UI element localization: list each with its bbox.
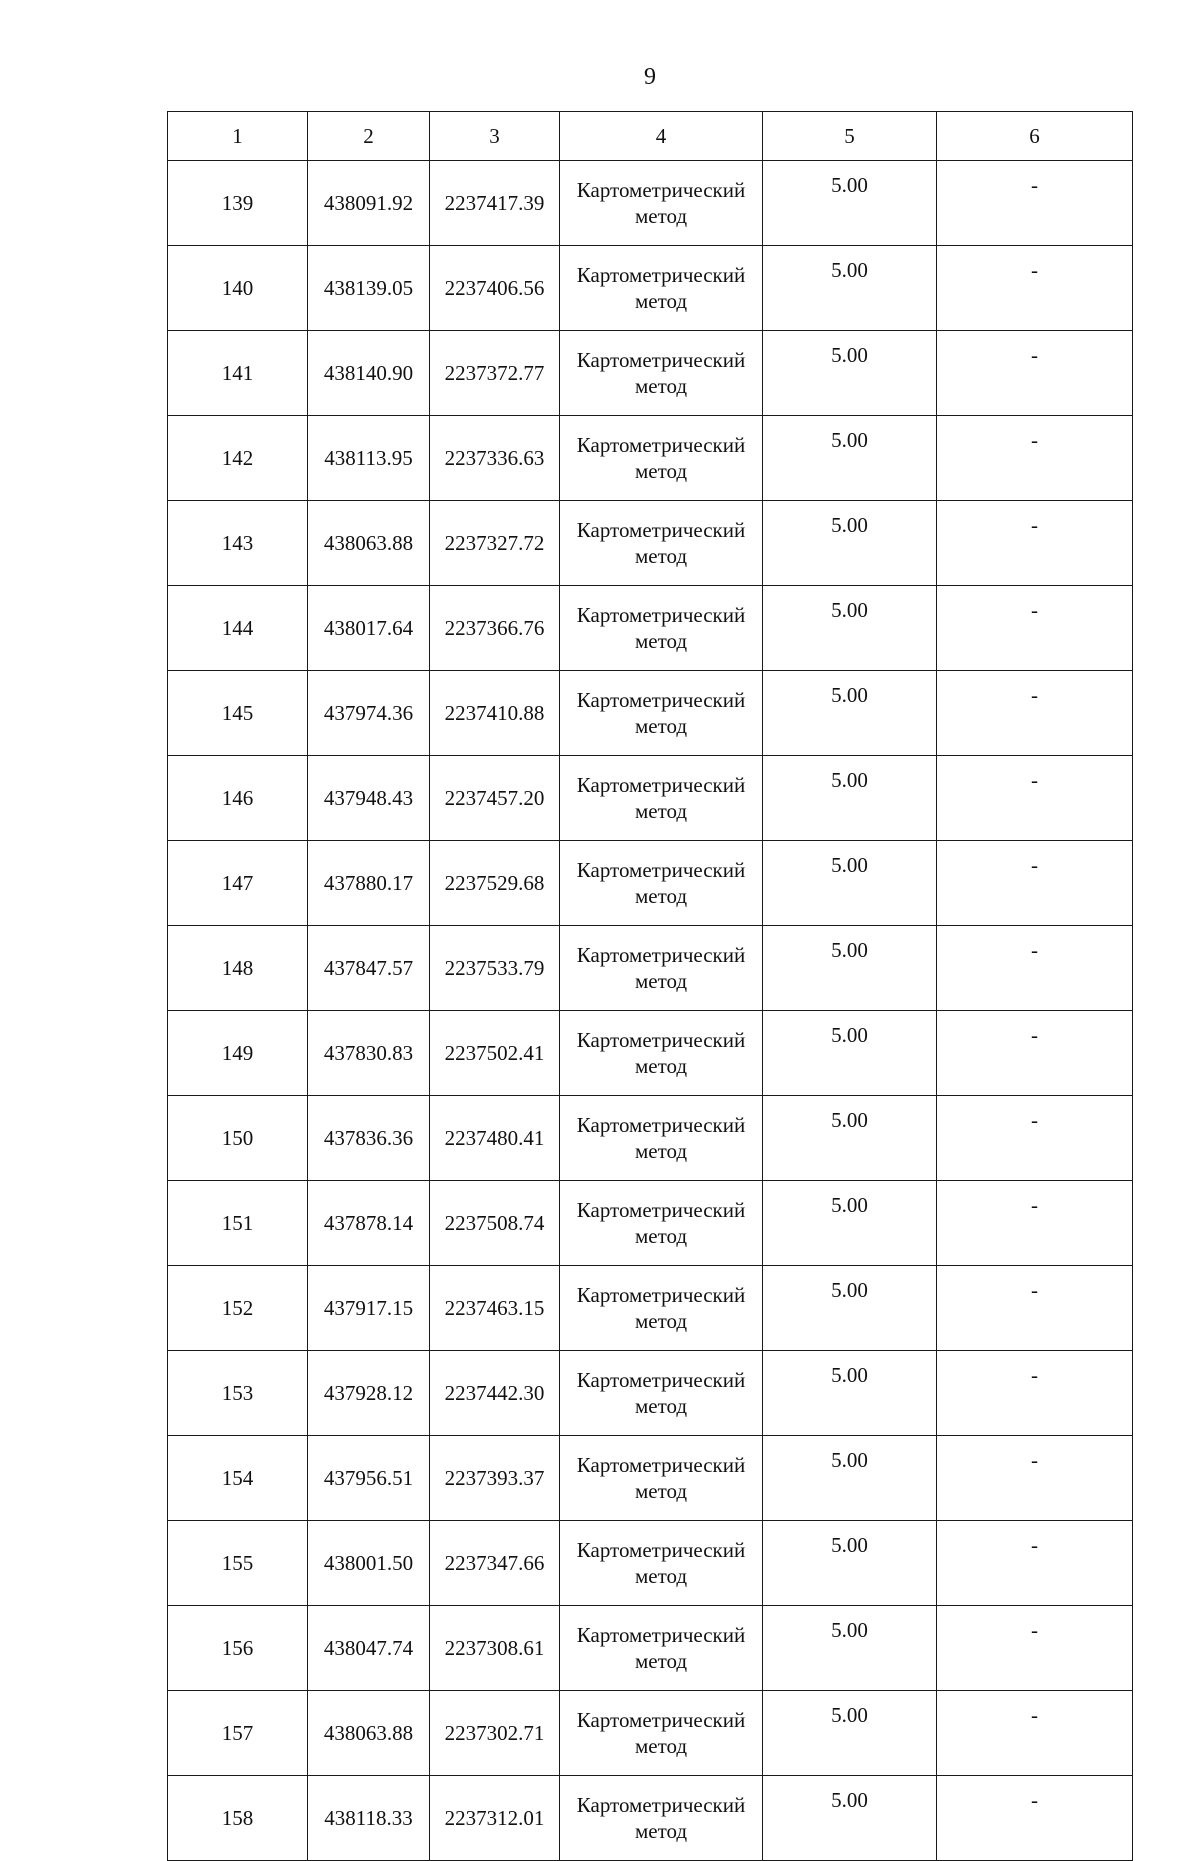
y-coordinate-cell: 2237442.30 [430, 1351, 560, 1436]
precision-cell: 5.00 [763, 671, 937, 756]
table-row [168, 331, 1133, 416]
method-text-line2: метод [634, 629, 688, 653]
column-header: 6 [937, 112, 1133, 161]
coordinates-table-body [168, 112, 1133, 1861]
method-text-line1: Картометрический [576, 348, 746, 372]
header-row [168, 112, 1133, 161]
method-text-line1: Картометрический [576, 518, 746, 542]
note-cell: - [937, 671, 1133, 756]
method-text-line2: метод [634, 1054, 688, 1078]
point-number-cell: 155 [168, 1521, 308, 1606]
note-cell: - [937, 1351, 1133, 1436]
point-number-cell: 149 [168, 1011, 308, 1096]
table-row [168, 756, 1133, 841]
x-coordinate-cell: 437917.15 [308, 1266, 430, 1351]
point-number-cell: 154 [168, 1436, 308, 1521]
y-coordinate-cell: 2237417.39 [430, 161, 560, 246]
precision-cell: 5.00 [763, 1011, 937, 1096]
precision-cell: 5.00 [763, 501, 937, 586]
note-cell: - [937, 1521, 1133, 1606]
y-coordinate-cell: 2237457.20 [430, 756, 560, 841]
method-text-line2: метод [634, 204, 688, 228]
method-text-line2: метод [634, 1734, 688, 1758]
method-text-line2: метод [634, 289, 688, 313]
method-text-line2: метод [634, 459, 688, 483]
x-coordinate-cell: 437974.36 [308, 671, 430, 756]
table-row [168, 1351, 1133, 1436]
point-number-cell: 153 [168, 1351, 308, 1436]
precision-cell: 5.00 [763, 1096, 937, 1181]
precision-cell: 5.00 [763, 586, 937, 671]
point-number-cell: 158 [168, 1776, 308, 1861]
point-number-cell: 141 [168, 331, 308, 416]
precision-cell: 5.00 [763, 416, 937, 501]
coordinates-table [167, 111, 1133, 1861]
table-row [168, 1266, 1133, 1351]
method-text-line2: метод [634, 544, 688, 568]
method-text-line2: метод [634, 1394, 688, 1418]
y-coordinate-cell: 2237502.41 [430, 1011, 560, 1096]
point-number-cell: 148 [168, 926, 308, 1011]
point-number-cell: 145 [168, 671, 308, 756]
method-text-line2: метод [634, 1224, 688, 1248]
method-text-line2: метод [634, 1649, 688, 1673]
point-number-cell: 143 [168, 501, 308, 586]
x-coordinate-cell: 437948.43 [308, 756, 430, 841]
method-text-line2: метод [634, 799, 688, 823]
column-header: 4 [560, 112, 763, 161]
method-text-line2: метод [634, 374, 688, 398]
y-coordinate-cell: 2237533.79 [430, 926, 560, 1011]
y-coordinate-cell: 2237327.72 [430, 501, 560, 586]
method-text-line1: Картометрический [576, 1028, 746, 1052]
method-cell [560, 1181, 763, 1266]
x-coordinate-cell: 438063.88 [308, 1691, 430, 1776]
column-header: 3 [430, 112, 560, 161]
point-number-cell: 150 [168, 1096, 308, 1181]
method-text-line1: Картометрический [576, 773, 746, 797]
y-coordinate-cell: 2237393.37 [430, 1436, 560, 1521]
method-text-line2: метод [634, 1139, 688, 1163]
note-cell: - [937, 1776, 1133, 1861]
method-text-line2: метод [634, 1819, 688, 1843]
y-coordinate-cell: 2237308.61 [430, 1606, 560, 1691]
y-coordinate-cell: 2237529.68 [430, 841, 560, 926]
table-row [168, 1436, 1133, 1521]
point-number-cell: 156 [168, 1606, 308, 1691]
table-row [168, 1011, 1133, 1096]
table-row [168, 1776, 1133, 1861]
note-cell: - [937, 1266, 1133, 1351]
x-coordinate-cell: 438139.05 [308, 246, 430, 331]
method-cell [560, 756, 763, 841]
method-text-line1: Картометрический [576, 688, 746, 712]
page-number: 9 [644, 64, 656, 90]
method-text-line1: Картометрический [576, 263, 746, 287]
method-cell [560, 161, 763, 246]
table-row [168, 1606, 1133, 1691]
note-cell: - [937, 926, 1133, 1011]
note-cell: - [937, 756, 1133, 841]
method-text-line1: Картометрический [576, 603, 746, 627]
method-cell [560, 1436, 763, 1521]
table-row [168, 501, 1133, 586]
table-row [168, 671, 1133, 756]
x-coordinate-cell: 438017.64 [308, 586, 430, 671]
y-coordinate-cell: 2237410.88 [430, 671, 560, 756]
point-number-cell: 142 [168, 416, 308, 501]
y-coordinate-cell: 2237372.77 [430, 331, 560, 416]
precision-cell: 5.00 [763, 1351, 937, 1436]
y-coordinate-cell: 2237302.71 [430, 1691, 560, 1776]
method-text-line1: Картометрический [576, 178, 746, 202]
y-coordinate-cell: 2237463.15 [430, 1266, 560, 1351]
note-cell: - [937, 331, 1133, 416]
method-text-line1: Картометрический [576, 1793, 746, 1817]
method-text-line1: Картометрический [576, 1283, 746, 1307]
note-cell: - [937, 841, 1133, 926]
method-text-line2: метод [634, 884, 688, 908]
table-row [168, 161, 1133, 246]
column-header: 1 [168, 112, 308, 161]
point-number-cell: 144 [168, 586, 308, 671]
x-coordinate-cell: 438001.50 [308, 1521, 430, 1606]
method-text-line1: Картометрический [576, 1538, 746, 1562]
table-row [168, 586, 1133, 671]
table-row [168, 1096, 1133, 1181]
point-number-cell: 146 [168, 756, 308, 841]
table-row [168, 841, 1133, 926]
method-text-line2: метод [634, 714, 688, 738]
x-coordinate-cell: 437880.17 [308, 841, 430, 926]
y-coordinate-cell: 2237366.76 [430, 586, 560, 671]
method-cell [560, 1776, 763, 1861]
x-coordinate-cell: 437836.36 [308, 1096, 430, 1181]
precision-cell: 5.00 [763, 1776, 937, 1861]
method-text-line2: метод [634, 1564, 688, 1588]
method-cell [560, 841, 763, 926]
method-cell [560, 1606, 763, 1691]
x-coordinate-cell: 437956.51 [308, 1436, 430, 1521]
note-cell: - [937, 246, 1133, 331]
method-cell [560, 671, 763, 756]
precision-cell: 5.00 [763, 1181, 937, 1266]
point-number-cell: 147 [168, 841, 308, 926]
y-coordinate-cell: 2237480.41 [430, 1096, 560, 1181]
method-text-line1: Картометрический [576, 1113, 746, 1137]
method-text-line1: Картометрический [576, 943, 746, 967]
method-cell [560, 1351, 763, 1436]
method-text-line1: Картометрический [576, 433, 746, 457]
note-cell: - [937, 1181, 1133, 1266]
method-cell [560, 1096, 763, 1181]
table-row [168, 1181, 1133, 1266]
method-cell [560, 1266, 763, 1351]
method-cell [560, 501, 763, 586]
method-text-line1: Картометрический [576, 1453, 746, 1477]
method-cell [560, 1521, 763, 1606]
x-coordinate-cell: 438091.92 [308, 161, 430, 246]
x-coordinate-cell: 438113.95 [308, 416, 430, 501]
x-coordinate-cell: 438063.88 [308, 501, 430, 586]
note-cell: - [937, 501, 1133, 586]
column-header: 5 [763, 112, 937, 161]
precision-cell: 5.00 [763, 161, 937, 246]
x-coordinate-cell: 438118.33 [308, 1776, 430, 1861]
precision-cell: 5.00 [763, 841, 937, 926]
note-cell: - [937, 586, 1133, 671]
note-cell: - [937, 161, 1133, 246]
x-coordinate-cell: 437847.57 [308, 926, 430, 1011]
method-cell [560, 246, 763, 331]
precision-cell: 5.00 [763, 246, 937, 331]
y-coordinate-cell: 2237508.74 [430, 1181, 560, 1266]
point-number-cell: 152 [168, 1266, 308, 1351]
method-text-line1: Картометрический [576, 858, 746, 882]
point-number-cell: 157 [168, 1691, 308, 1776]
table-row [168, 926, 1133, 1011]
y-coordinate-cell: 2237336.63 [430, 416, 560, 501]
x-coordinate-cell: 437878.14 [308, 1181, 430, 1266]
method-text-line1: Картометрический [576, 1198, 746, 1222]
note-cell: - [937, 1096, 1133, 1181]
method-cell [560, 416, 763, 501]
method-text-line1: Картометрический [576, 1708, 746, 1732]
method-cell [560, 1011, 763, 1096]
note-cell: - [937, 1691, 1133, 1776]
method-cell [560, 331, 763, 416]
column-header: 2 [308, 112, 430, 161]
table-row [168, 416, 1133, 501]
table-row [168, 1521, 1133, 1606]
x-coordinate-cell: 437928.12 [308, 1351, 430, 1436]
precision-cell: 5.00 [763, 1691, 937, 1776]
table-row [168, 246, 1133, 331]
precision-cell: 5.00 [763, 756, 937, 841]
point-number-cell: 140 [168, 246, 308, 331]
x-coordinate-cell: 438140.90 [308, 331, 430, 416]
precision-cell: 5.00 [763, 926, 937, 1011]
y-coordinate-cell: 2237406.56 [430, 246, 560, 331]
method-text-line2: метод [634, 1309, 688, 1333]
precision-cell: 5.00 [763, 331, 937, 416]
point-number-cell: 151 [168, 1181, 308, 1266]
method-text-line2: метод [634, 969, 688, 993]
x-coordinate-cell: 437830.83 [308, 1011, 430, 1096]
note-cell: - [937, 1606, 1133, 1691]
y-coordinate-cell: 2237347.66 [430, 1521, 560, 1606]
precision-cell: 5.00 [763, 1436, 937, 1521]
method-cell [560, 586, 763, 671]
note-cell: - [937, 1011, 1133, 1096]
method-cell [560, 1691, 763, 1776]
y-coordinate-cell: 2237312.01 [430, 1776, 560, 1861]
method-text-line2: метод [634, 1479, 688, 1503]
x-coordinate-cell: 438047.74 [308, 1606, 430, 1691]
note-cell: - [937, 416, 1133, 501]
point-number-cell: 139 [168, 161, 308, 246]
precision-cell: 5.00 [763, 1266, 937, 1351]
method-text-line1: Картометрический [576, 1368, 746, 1392]
precision-cell: 5.00 [763, 1521, 937, 1606]
method-cell [560, 926, 763, 1011]
method-text-line1: Картометрический [576, 1623, 746, 1647]
table-row [168, 1691, 1133, 1776]
note-cell: - [937, 1436, 1133, 1521]
precision-cell: 5.00 [763, 1606, 937, 1691]
